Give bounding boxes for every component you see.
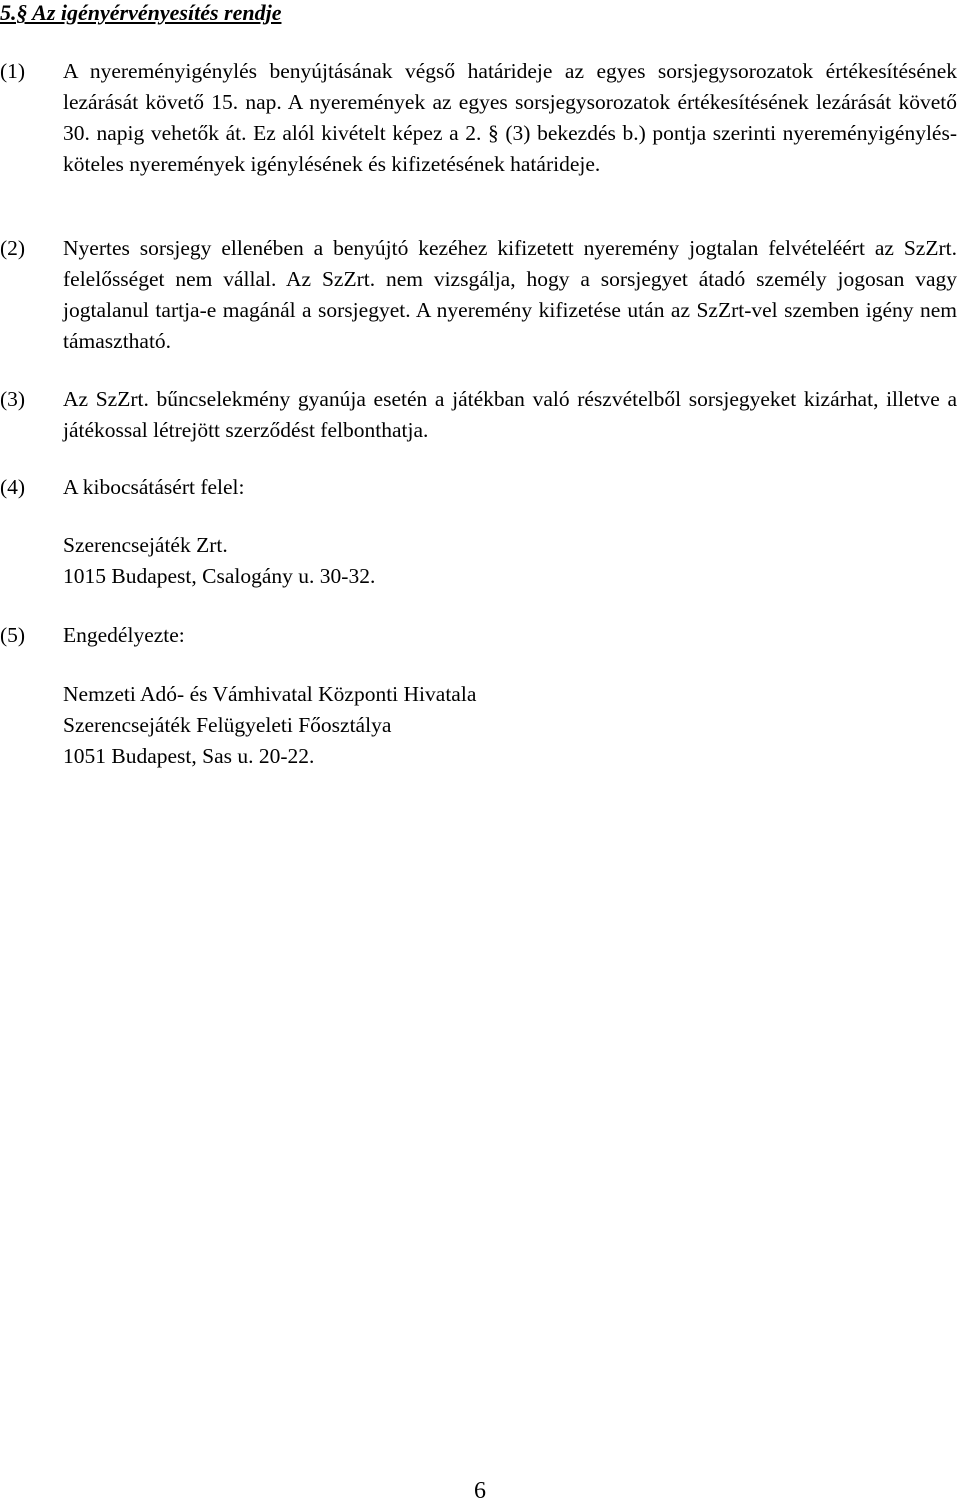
- paragraph-number: (3): [0, 387, 26, 411]
- paragraph-text: Az SzZrt. bűncselekmény gyanúja esetén a játékban való részvételből sorsjegyeket kizárhat, illetve a játékossal létrejött szerződést felbonthatja.: [63, 387, 957, 442]
- paragraph-number: (1): [0, 59, 26, 83]
- paragraph-number: (2): [0, 236, 26, 260]
- authority-block: [63, 679, 476, 772]
- paragraph-4: [0, 472, 957, 503]
- section-heading: 5.§ Az igényérvényesítés rendje: [0, 0, 282, 25]
- paragraph-text: Nyertes sorsjegy ellenében a benyújtó kezéhez kifizetett nyeremény jogtalan felvételéért az SzZrt. felelősséget nem vállal. Az SzZrt. nem vizsgálja, hogy a sorsjegyet átadó személy jogosan vagy jogtalanul tartja-e magánál a sorsjegyet. A nyeremény kifizetése után az SzZrt-vel szemben igény nem támasztható.: [63, 236, 957, 353]
- issuer-address: 1015 Budapest, Csalogány u. 30-32.: [63, 564, 376, 588]
- paragraph-number: (4): [0, 475, 26, 499]
- paragraph-3: [0, 384, 957, 446]
- paragraph-5: [0, 620, 957, 651]
- authority-line: Nemzeti Adó- és Vámhivatal Központi Hivatala: [63, 682, 477, 706]
- paragraph-text: A kibocsátásért felel:: [63, 475, 245, 499]
- paragraph-text: A nyereményigénylés benyújtásának végső határideje az egyes sorsjegysorozatok értékesítésének lezárását követő 15. nap. A nyeremények az egyes sorsjegysorozatok értékesítésének lezárását követő 30. napig vehetők át. Ez alól kivételt képez a 2. § (3) bekezdés b.) pontja szerinti nyereményigénylés-köteles nyeremények igénylésének és kifizetésének határideje.: [63, 59, 957, 176]
- authority-address: 1051 Budapest, Sas u. 20-22.: [63, 744, 315, 768]
- issuer-name: Szerencsejáték Zrt.: [63, 533, 228, 557]
- paragraph-2: [0, 233, 957, 357]
- page-number: 6: [474, 1478, 486, 1504]
- paragraph-1: [0, 56, 957, 180]
- paragraph-number: (5): [0, 623, 26, 647]
- issuer-block: [63, 530, 375, 592]
- authority-line: Szerencsejáték Felügyeleti Főosztálya: [63, 713, 392, 737]
- paragraph-text: Engedélyezte:: [63, 623, 185, 647]
